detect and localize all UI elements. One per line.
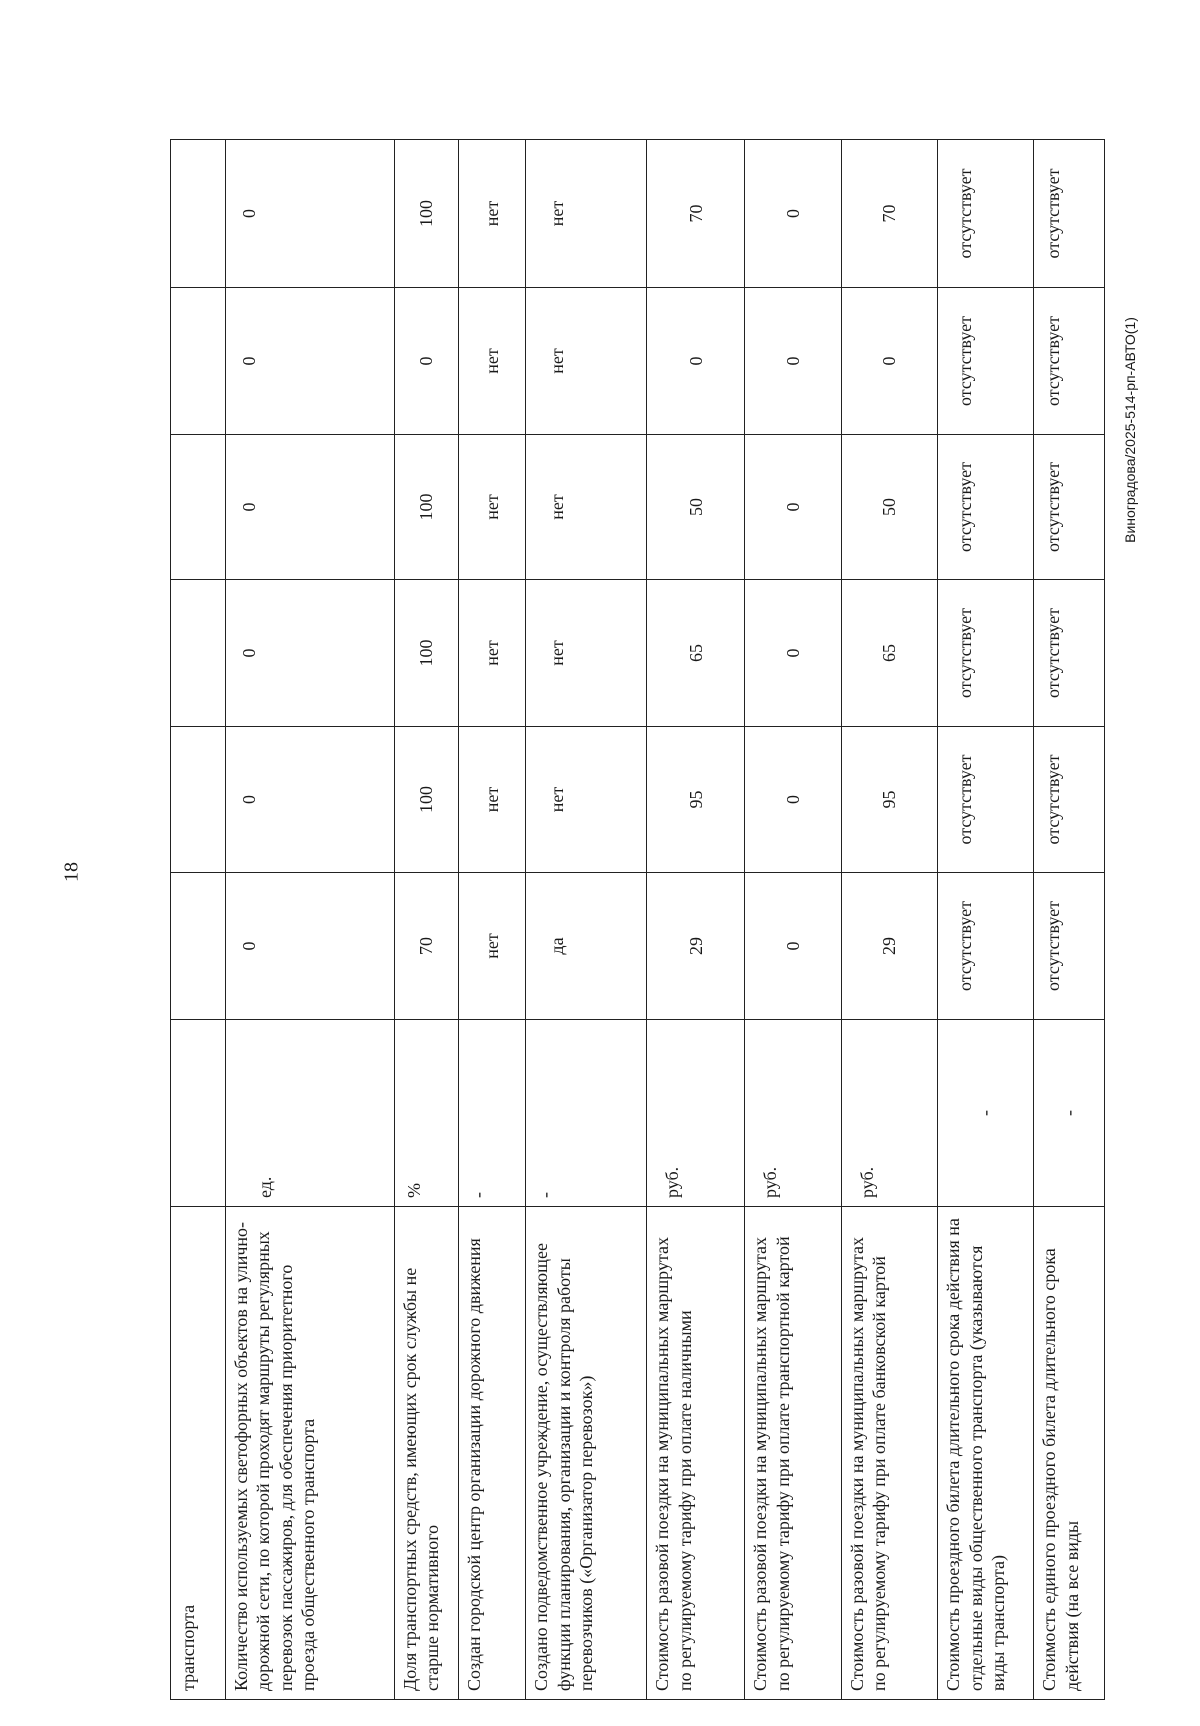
page-number: 18 <box>60 862 83 882</box>
table-row <box>526 140 647 1700</box>
value-cell: 0 <box>745 873 841 1020</box>
value-cell: 65 <box>841 580 937 727</box>
unit-cell: руб. <box>647 1020 745 1207</box>
table-row <box>394 140 458 1700</box>
value-cell: 0 <box>745 580 841 727</box>
empty-cell <box>171 727 226 873</box>
value-cell: 0 <box>225 288 394 435</box>
value-cell: 0 <box>745 435 841 580</box>
unit-cell: - <box>938 1020 1034 1207</box>
indicator-name-cell: Доля транспортных средств, имеющих срок службы не старше нормативного <box>394 1207 458 1700</box>
table-row <box>841 140 937 1700</box>
value-cell: нет <box>458 580 525 727</box>
value-cell: 50 <box>647 435 745 580</box>
unit-cell: % <box>394 1020 458 1207</box>
indicator-name-cell: Количество используемых светофорных объектов на улично-дорожной сети, по которой проходят маршруты регулярных перевозок пассажиров, для обеспечения приоритетного проезда общественного транспорта <box>225 1207 394 1700</box>
unit-cell: - <box>526 1020 647 1207</box>
value-cell: нет <box>526 580 647 727</box>
empty-cell <box>171 288 226 435</box>
value-cell: 65 <box>647 580 745 727</box>
indicator-name-cell: Создан городской центр организации дорожного движения <box>458 1207 525 1700</box>
indicator-name-cell: Стоимость проездного билета длительного срока действия на отдельные виды общественного транспорта (указываются виды транспорта) <box>938 1207 1034 1700</box>
value-cell: отсутствует <box>1034 580 1105 727</box>
value-cell: нет <box>526 727 647 873</box>
value-cell: нет <box>526 140 647 288</box>
empty-cell <box>171 580 226 727</box>
value-cell: отсутствует <box>938 873 1034 1020</box>
value-cell: нет <box>458 140 525 288</box>
value-cell: отсутствует <box>938 727 1034 873</box>
table-row <box>745 140 841 1700</box>
value-cell: нет <box>458 873 525 1020</box>
rotated-table-wrapper <box>170 140 1105 1700</box>
value-cell: нет <box>458 727 525 873</box>
indicator-name-cell: Создано подведомственное учреждение, осуществляющее функции планирования, организации и контроля работы перевозчиков («Организатор перевозок») <box>526 1207 647 1700</box>
table-row <box>938 140 1034 1700</box>
empty-cell <box>171 435 226 580</box>
value-cell: 0 <box>225 873 394 1020</box>
value-cell: 0 <box>841 288 937 435</box>
value-cell: отсутствует <box>1034 288 1105 435</box>
value-cell: нет <box>458 288 525 435</box>
value-cell: 0 <box>225 435 394 580</box>
value-cell: 100 <box>394 140 458 288</box>
value-cell: 100 <box>394 580 458 727</box>
table-row-continuation <box>171 140 226 1700</box>
value-cell: 0 <box>745 288 841 435</box>
value-cell: 95 <box>841 727 937 873</box>
value-cell: отсутствует <box>1034 727 1105 873</box>
value-cell: нет <box>526 288 647 435</box>
value-cell: 0 <box>394 288 458 435</box>
empty-cell <box>171 1020 226 1207</box>
value-cell: нет <box>526 435 647 580</box>
indicator-name-cell: Стоимость разовой поездки на муниципальных маршрутах по регулируемому тарифу при оплате транспортной картой <box>745 1207 841 1700</box>
value-cell: да <box>526 873 647 1020</box>
indicator-name-cell: транспорта <box>171 1207 226 1700</box>
document-reference: Виноградова/2025-514-рп-АВТО(1) <box>1122 317 1138 543</box>
value-cell: 0 <box>745 727 841 873</box>
value-cell: 29 <box>647 873 745 1020</box>
value-cell: 100 <box>394 727 458 873</box>
table-row <box>225 140 394 1700</box>
table-row <box>458 140 525 1700</box>
unit-cell: - <box>458 1020 525 1207</box>
value-cell: отсутствует <box>938 140 1034 288</box>
value-cell: 70 <box>647 140 745 288</box>
value-cell: нет <box>458 435 525 580</box>
indicator-name-cell: Стоимость разовой поездки на муниципальных маршрутах по регулируемому тарифу при оплате наличными <box>647 1207 745 1700</box>
value-cell: 50 <box>841 435 937 580</box>
indicators-table <box>170 139 1105 1700</box>
empty-cell <box>171 873 226 1020</box>
value-cell: 70 <box>841 140 937 288</box>
empty-cell <box>171 140 226 288</box>
table-row <box>1034 140 1105 1700</box>
unit-cell: - <box>1034 1020 1105 1207</box>
indicator-name-cell: Стоимость разовой поездки на муниципальных маршрутах по регулируемому тарифу при оплате банковской картой <box>841 1207 937 1700</box>
value-cell: отсутствует <box>1034 435 1105 580</box>
value-cell: 95 <box>647 727 745 873</box>
indicator-name-cell: Стоимость единого проездного билета длительного срока действия (на все виды <box>1034 1207 1105 1700</box>
value-cell: отсутствует <box>1034 873 1105 1020</box>
value-cell: 29 <box>841 873 937 1020</box>
unit-cell: ед. <box>225 1020 394 1207</box>
value-cell: 0 <box>225 140 394 288</box>
value-cell: 0 <box>225 727 394 873</box>
value-cell: 0 <box>745 140 841 288</box>
value-cell: отсутствует <box>1034 140 1105 288</box>
unit-cell: руб. <box>841 1020 937 1207</box>
unit-cell: руб. <box>745 1020 841 1207</box>
value-cell: 100 <box>394 435 458 580</box>
value-cell: 0 <box>225 580 394 727</box>
value-cell: 0 <box>647 288 745 435</box>
value-cell: 70 <box>394 873 458 1020</box>
value-cell: отсутствует <box>938 580 1034 727</box>
value-cell: отсутствует <box>938 288 1034 435</box>
table-row <box>647 140 745 1700</box>
value-cell: отсутствует <box>938 435 1034 580</box>
